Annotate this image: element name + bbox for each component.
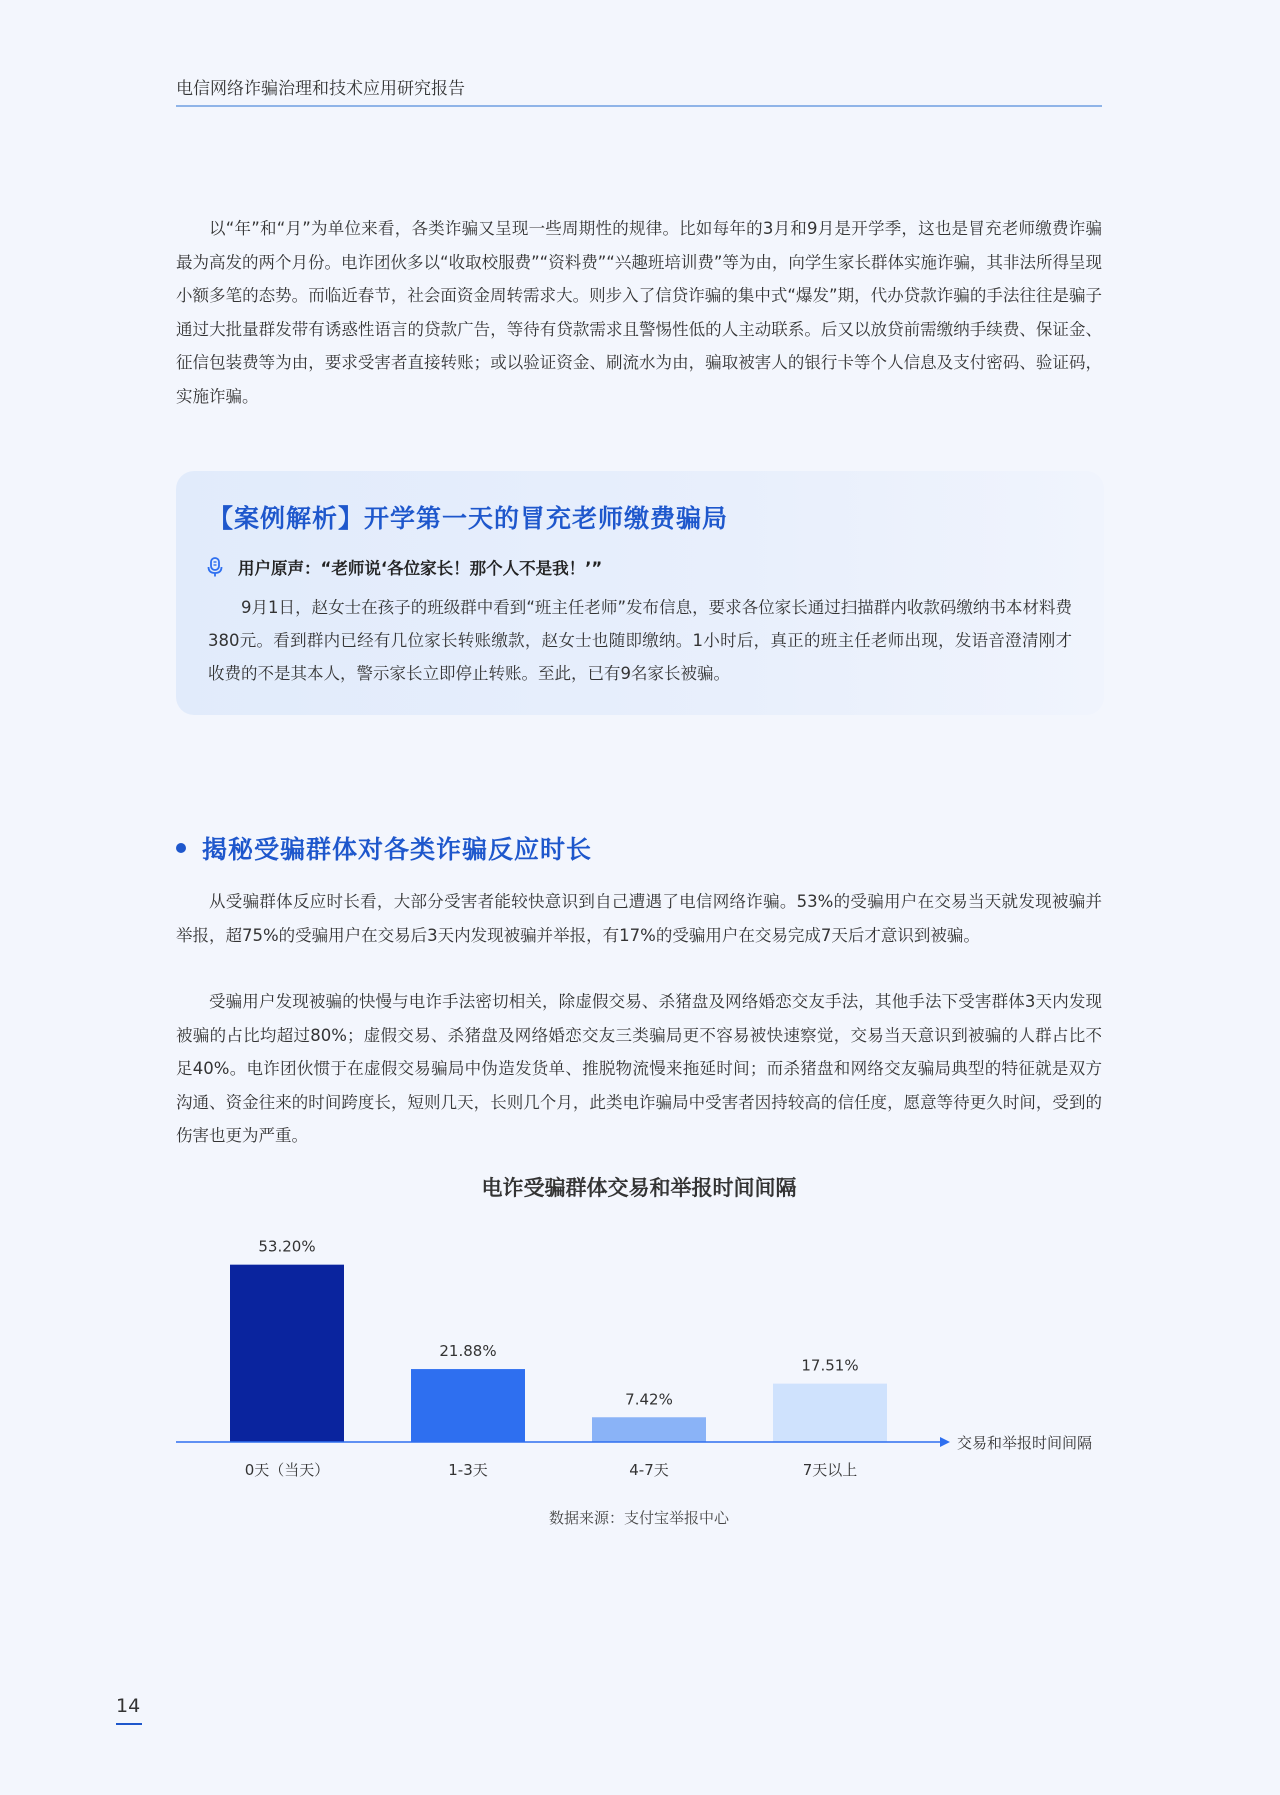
chart-source: 数据来源：支付宝举报中心 (548, 1509, 729, 1527)
bar-chart (160, 1210, 1120, 1490)
body-paragraph-methods: 受骗用户发现被骗的快慢与电诈手法密切相关，除虚假交易、杀猪盘及网络婚恋交友手法，其他手法下受害群体3天内发现被骗的占比均超过80%；虚假交易、杀猪盘及网络婚恋交友三类骗局更不容易被快速察觉，交易当天意识到被骗的人群占比不足40%。电诈团伙惯于在虚假交易骗局中伪造发货单、推脱物流慢来拖延时间；而杀猪盘和网络交友骗局典型的特征就是双方沟通、资金往来的时间跨度长，短则几天，长则几个月，此类电诈骗局中受害者因持较高的信任度，愿意等待更久时间，受到的伤害也更为严重。 (176, 992, 1102, 1145)
chart-x-tick-labels (245, 1461, 858, 1479)
body-paragraph-reaction-time: 从受骗群体反应时长看，大部分受害者能较快意识到自己遭遇了电信网络诈骗。53%的受骗用户在交易当天就发现被骗并举报，超75%的受骗用户在交易后3天内发现被骗并举报，有17%的受骗用户在交易完成7天后才意识到被骗。 (176, 892, 1102, 945)
x-axis-label: 交易和举报时间间隔 (957, 1434, 1093, 1452)
bar-value-label-2: 7.42% (625, 1390, 673, 1409)
section-heading-text: 揭秘受骗群体对各类诈骗反应时长 (202, 835, 593, 864)
report-header-title: 电信网络诈骗治理和技术应用研究报告 (176, 79, 465, 99)
bar-3 (773, 1384, 887, 1442)
x-tick-label-0: 0天（当天） (244, 1461, 330, 1479)
microphone-icon (204, 556, 226, 578)
chart-bars (230, 1265, 887, 1442)
page-number-underline (116, 1723, 142, 1725)
x-axis-arrow-icon (940, 1437, 950, 1447)
bullet-dot-icon (176, 843, 186, 853)
chart-value-labels (258, 1238, 858, 1409)
header-divider (176, 105, 1102, 107)
bar-value-label-0: 53.20% (258, 1237, 316, 1256)
x-tick-label-3: 7天以上 (802, 1461, 858, 1479)
bar-value-label-1: 21.88% (439, 1342, 497, 1361)
section-heading (176, 830, 592, 866)
bar-0 (230, 1265, 344, 1442)
case-title: 【案例解析】开学第一天的冒充老师缴费骗局 (208, 504, 729, 533)
x-tick-label-2: 4-7天 (629, 1461, 669, 1479)
body-paragraph-periodicity: 以“年”和“月”为单位来看，各类诈骗又呈现一些周期性的规律。比如每年的3月和9月是开学季，这也是冒充老师缴费诈骗最为高发的两个月份。电诈团伙多以“收取校服费”“资料费”“兴趣班培训费”等为由，向学生家长群体实施诈骗，其非法所得呈现小额多笔的态势。而临近春节，社会面资金周转需求大。则步入了信贷诈骗的集中式“爆发”期，代办贷款诈骗的手法往往是骗子通过大批量群发带有诱惑性语言的贷款广告，等待有贷款需求且警惕性低的人主动联系。后又以放贷前需缴纳手续费、保证金、征信包装费等为由，要求受害者直接转账；或以验证资金、刷流水为由，骗取被害人的银行卡等个人信息及支付密码、验证码，实施诈骗。 (176, 219, 1102, 406)
case-voice-text: 用户原声：“老师说‘各位家长！那个人不是我！’” (238, 559, 603, 578)
page-number: 14 (116, 1695, 141, 1717)
case-body: 9月1日，赵女士在孩子的班级群中看到“班主任老师”发布信息，要求各位家长通过扫描群内收款码缴纳书本材料费380元。看到群内已经有几位家长转账缴款，赵女士也随即缴纳。1小时后，真正的班主任老师出现，发语音澄清刚才收费的不是其本人，警示家长立即停止转账。至此，已有9名家长被骗。 (208, 598, 1072, 683)
bar-1 (411, 1369, 525, 1442)
bar-2 (592, 1417, 706, 1442)
bar-value-label-3: 17.51% (801, 1356, 859, 1375)
chart-title: 电诈受骗群体交易和举报时间间隔 (481, 1176, 797, 1200)
x-tick-label-1: 1-3天 (448, 1461, 488, 1479)
case-analysis-box (176, 471, 1104, 715)
case-user-voice (204, 555, 602, 579)
